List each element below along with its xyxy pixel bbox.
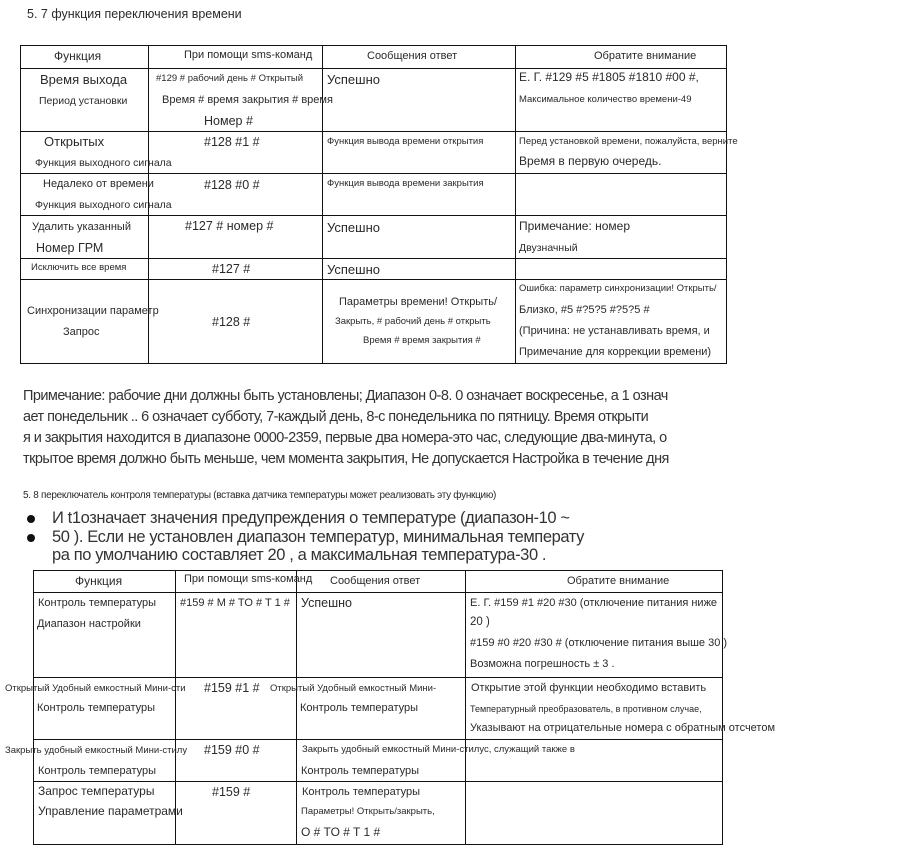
column-header: Функция (75, 574, 123, 588)
cell-note: Близко, #5 #?5?5 #?5?5 # (519, 304, 650, 316)
section-5-7-title: 5. 7 функция переключения времени (27, 7, 242, 21)
paragraph-line: я и закрытия находится в диапазоне 0000-2359, первые два номера-это час, следующие два-минута, о (23, 430, 667, 446)
table-border (20, 45, 727, 46)
cell-response: Успешно (327, 220, 380, 235)
cell-command: #128 # (212, 315, 251, 329)
cell-response: Успешно (327, 72, 380, 87)
cell-function: Номер ГРМ (36, 241, 104, 255)
table-border (20, 173, 727, 174)
cell-function: Контроль температуры (37, 702, 156, 714)
cell-note: Е. Г. #159 #1 #20 #30 (отключение питания ниже (470, 597, 718, 609)
cell-function: Период установки (39, 95, 128, 107)
cell-function: Управление параметрами (38, 804, 183, 818)
column-header: Функция (54, 49, 102, 63)
cell-response: Закрыть удобный емкостный Мини-стилус, служащий также в (302, 744, 575, 755)
cell-function: Функция выходного сигнала (35, 157, 172, 169)
bullet-text: ра по умолчанию составляет 20 , а максимальная температура-30 . (52, 546, 547, 564)
bullet-text: 50 ). Если не установлен диапазон температур, минимальная температу (52, 528, 584, 546)
cell-command: #129 # рабочий день # Открытый (156, 73, 304, 84)
cell-response: Успешно (301, 596, 352, 610)
cell-function: Удалить указанный (32, 221, 131, 233)
cell-function: Исключить все время (31, 262, 127, 273)
cell-command: #127 # (212, 262, 251, 276)
cell-response: O # TO # T 1 # (301, 825, 381, 839)
cell-function: Диапазон настройки (37, 618, 141, 630)
cell-response: Функция вывода времени открытия (327, 136, 484, 147)
cell-command: #159 #1 # (204, 681, 260, 695)
cell-note: Открытие этой функции необходимо вставить (471, 682, 707, 694)
cell-function: Синхронизации параметр (27, 305, 159, 317)
table-border (20, 131, 727, 132)
paragraph-line: Примечание: рабочие дни должны быть установлены; Диапазон 0-8. 0 означает воскресенье, а 1 означ (23, 388, 668, 404)
cell-command: #128 #0 # (204, 178, 260, 192)
paragraph-line: ает понедельник .. 6 означает субботу, 7-каждый день, 8-с понедельника по пятницу. Время открыти (23, 409, 649, 425)
column-header: Сообщения ответ (367, 50, 458, 62)
cell-function: Запрос температуры (38, 784, 155, 798)
cell-note: Е. Г. #129 #5 #1805 #1810 #00 #, (519, 70, 699, 84)
cell-command: #127 # номер # (185, 219, 274, 233)
table-border (33, 677, 723, 678)
table-border (33, 844, 723, 845)
table-border (20, 279, 727, 280)
cell-command: Номер # (204, 114, 253, 128)
cell-note: Указывают на отрицательные номера с обратным отсчетом (470, 722, 776, 734)
cell-response: Успешно (327, 262, 380, 277)
table-border (33, 739, 723, 740)
section-5-8-title: 5. 8 переключатель контроля температуры (вставка датчика температуры может реализовать эту функцию) (23, 490, 497, 501)
cell-command: #159 # M # TO # T 1 # (180, 597, 290, 609)
cell-command: Время # время закрытия # время (162, 94, 333, 106)
table-border (20, 363, 727, 364)
cell-function: Открытый Удобный емкостный Мини-сти (5, 683, 186, 694)
table-border (33, 570, 723, 571)
cell-response: Контроль температуры (301, 765, 420, 777)
cell-response: Время # время закрытия # (363, 335, 481, 346)
cell-note: #159 #0 #20 #30 # (отключение питания выше 30 ) (470, 637, 728, 649)
table-border (722, 570, 723, 845)
cell-function: Контроль температуры (38, 597, 157, 609)
cell-note: Время в первую очередь. (519, 154, 662, 168)
cell-note: Ошибка: параметр синхронизации! Открыть/ (519, 283, 717, 294)
cell-function: Закрыть удобный емкостный Мини-стилу (5, 745, 188, 756)
bullet-icon (27, 534, 35, 542)
cell-response: Параметры времени! Открыть/ (339, 296, 498, 308)
cell-response: Контроль температуры (300, 702, 419, 714)
cell-response: Контроль температуры (302, 786, 421, 798)
table-border (515, 45, 516, 364)
cell-function: Запрос (63, 326, 100, 338)
column-header: Обратите внимание (594, 50, 697, 62)
bullet-icon (27, 515, 35, 523)
cell-response: Открытый Удобный емкостный Мини- (270, 683, 437, 694)
table-border (465, 570, 466, 845)
cell-command: #159 #0 # (204, 743, 260, 757)
cell-note: Примечание для коррекции времени) (519, 346, 712, 358)
cell-note: 20 ) (470, 616, 490, 628)
column-header: Обратите внимание (567, 575, 670, 587)
paragraph-line: ткрытое время должно быть меньше, чем момента закрытия, Не допускается Настройка в течение дня (23, 451, 669, 467)
cell-command: #128 #1 # (204, 135, 260, 149)
table-border (33, 781, 723, 782)
column-header: Сообщения ответ (330, 575, 421, 587)
cell-function: Открытых (44, 134, 105, 149)
cell-note: Перед установкой времени, пожалуйста, верните (519, 136, 738, 147)
cell-function: Недалеко от времени (43, 178, 154, 190)
cell-function: Функция выходного сигнала (35, 199, 172, 211)
cell-function: Контроль температуры (38, 765, 157, 777)
table-border (20, 68, 727, 69)
table-border (20, 45, 21, 364)
cell-command: #159 # (212, 785, 251, 799)
cell-note: Температурный преобразователь, в противном случае, (470, 704, 702, 714)
cell-response: Параметры! Открыть/закрыть, (301, 806, 435, 817)
table-border (20, 258, 727, 259)
table-border (726, 45, 727, 364)
table-border (20, 215, 727, 216)
column-header: При помощи sms-команд (184, 49, 313, 61)
cell-function: Время выхода (40, 72, 128, 87)
bullet-text: И t1означает значения предупреждения о температуре (диапазон-10 ~ (52, 509, 570, 527)
table-border (322, 45, 323, 364)
cell-note: Двузначный (519, 242, 578, 254)
column-header: При помощи sms-команд (184, 573, 313, 585)
cell-note: Примечание: номер (519, 219, 631, 233)
cell-note: Максимальное количество времени-49 (519, 94, 692, 105)
cell-note: (Причина: не устанавливать время, и (519, 325, 710, 337)
table-border (33, 570, 34, 845)
table-border (33, 592, 723, 593)
table-border (296, 570, 297, 845)
cell-response: Закрыть, # рабочий день # открыть (335, 316, 491, 327)
cell-response: Функция вывода времени закрытия (327, 178, 484, 189)
cell-note: Возможна погрешность ± 3 . (470, 658, 615, 670)
